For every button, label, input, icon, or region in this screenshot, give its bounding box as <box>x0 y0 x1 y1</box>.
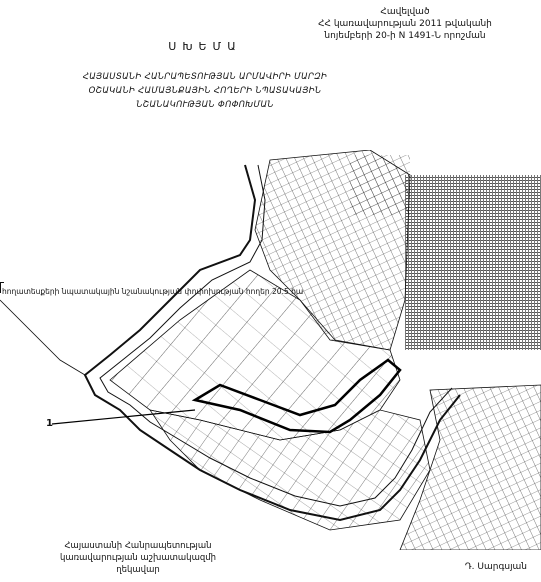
marker-label: 1 <box>46 418 53 429</box>
main-title-line-2: ՕՇԱԿԱՆԻ ՀԱՄԱՅՆՔԱՅԻՆ ՀՈՂԵՐԻ ՆՊԱՏԱԿԱՅԻՆ <box>88 86 322 96</box>
main-title <box>30 70 380 112</box>
legend-note: հողատեսքերի նպատակային նշանակության փոփոխության հողեր 20.5 հա <box>2 287 304 296</box>
signature-left-line-3: ղեկավար <box>116 565 160 575</box>
approval-line-1: Հավելված <box>380 7 430 17</box>
signature-right: Դ. Սարգսյան <box>464 562 527 572</box>
signature-left <box>38 540 238 576</box>
approval-block <box>285 6 525 42</box>
signature-left-line-2: կառավարության աշխատակազմի <box>59 553 217 563</box>
cadastral-map <box>0 150 541 550</box>
approval-line-2: ՀՀ կառավարության 2011 թվականի <box>318 19 492 29</box>
scheme-title: ՍԽԵՄԱ <box>168 40 242 53</box>
hatched-area <box>405 175 541 350</box>
approval-line-3: նոյեմբերի 20-ի N 1491-Ն որոշման <box>324 31 486 41</box>
main-title-line-3: ՆՇԱՆԱԿՈՒԹՅԱՆ ՓՈՓՈԽՄԱՆ <box>136 100 274 110</box>
main-title-line-1: ՀԱՅԱՍՏԱՆԻ ՀԱՆՐԱՊԵՏՈՒԹՅԱՆ ԱՐՄԱՎԻՐԻ ՄԱՐԶԻ <box>82 72 328 82</box>
signature-left-line-1: Հայաստանի Հանրապետության <box>64 541 212 551</box>
western-road <box>0 300 85 375</box>
